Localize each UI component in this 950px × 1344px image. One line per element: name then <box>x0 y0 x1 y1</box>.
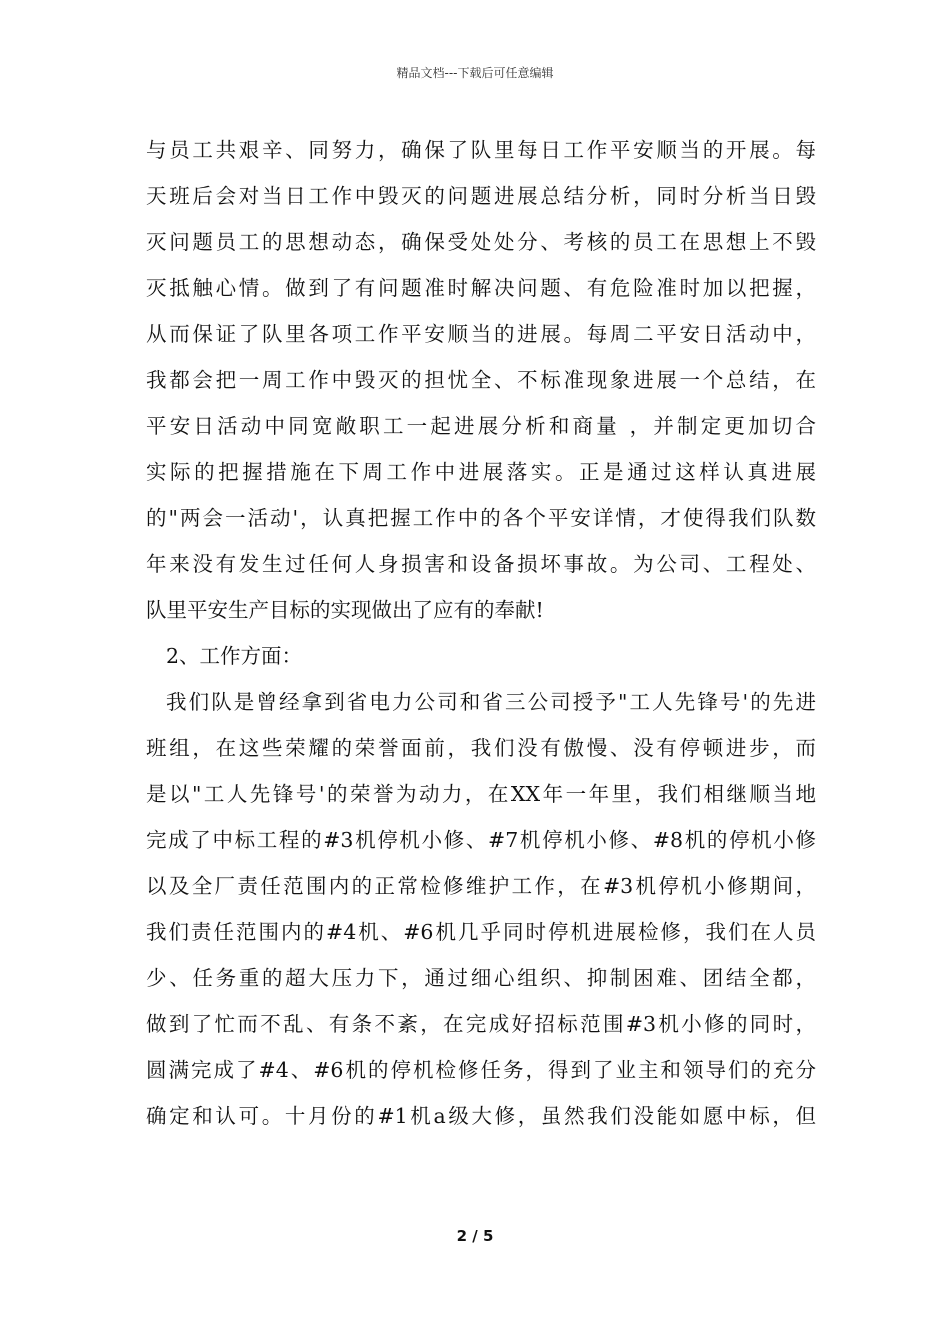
text-line: 我们责任范围内的#4机、#6机几乎同时停机进展检修，我们在人员 <box>146 920 816 944</box>
text-line: 年来没有发生过任何人身损害和设备损坏事故。为公司、工程处、 <box>146 552 816 576</box>
page-number: 2 / 5 <box>456 1227 494 1245</box>
text-line: 以及全厂责任范围内的正常检修维护工作，在#3机停机小修期间， <box>146 874 816 898</box>
text-line: 队里平安生产目标的实现做出了应有的奉献! <box>146 598 544 622</box>
page-header: 精品文档---下载后可任意编辑 <box>396 66 554 80</box>
text-line: 班组，在这些荣耀的荣誉面前，我们没有傲慢、没有停顿进步，而 <box>146 736 816 760</box>
text-line: 是以"工人先锋号'的荣誉为动力，在XX年一年里，我们相继顺当地 <box>146 782 816 806</box>
text-line: 从而保证了队里各项工作平安顺当的进展。每周二平安日活动中， <box>146 322 816 346</box>
text-line: 灭抵触心情。做到了有问题准时解决问题、有危险准时加以把握， <box>146 276 816 300</box>
text-line: 的"两会一活动'，认真把握工作中的各个平安详情，才使得我们队数 <box>146 506 816 530</box>
text-line: 实际的把握措施在下周工作中进展落实。正是通过这样认真进展 <box>146 460 816 484</box>
text-line: 我都会把一周工作中毁灭的担忧全、不标准现象进展一个总结，在 <box>146 368 816 392</box>
text-line: 做到了忙而不乱、有条不紊，在完成好招标范围#3机小修的同时， <box>146 1012 816 1036</box>
section-heading: 2、工作方面： <box>166 644 303 668</box>
document-body <box>146 127 816 1139</box>
text-line: 平安日活动中同宽敞职工一起进展分析和商量 ，并制定更加切合 <box>146 414 816 438</box>
text-line: 完成了中标工程的#3机停机小修、#7机停机小修、#8机的停机小修 <box>146 828 816 852</box>
text-line: 天班后会对当日工作中毁灭的问题进展总结分析，同时分析当日毁 <box>146 184 816 208</box>
text-line: 与员工共艰辛、同努力，确保了队里每日工作平安顺当的开展。每 <box>146 138 816 162</box>
text-line: 少、任务重的超大压力下，通过细心组织、抑制困难、团结全都， <box>146 966 816 990</box>
text-line: 灭问题员工的思想动态，确保受处处分、考核的员工在思想上不毁 <box>146 230 816 254</box>
text-line: 圆满完成了#4、#6机的停机检修任务，得到了业主和领导们的充分 <box>146 1058 816 1082</box>
text-line: 确定和认可。十月份的#1机a级大修，虽然我们没能如愿中标，但 <box>146 1104 816 1128</box>
text-line: 我们队是曾经拿到省电力公司和省三公司授予"工人先锋号'的先进 <box>166 690 816 714</box>
